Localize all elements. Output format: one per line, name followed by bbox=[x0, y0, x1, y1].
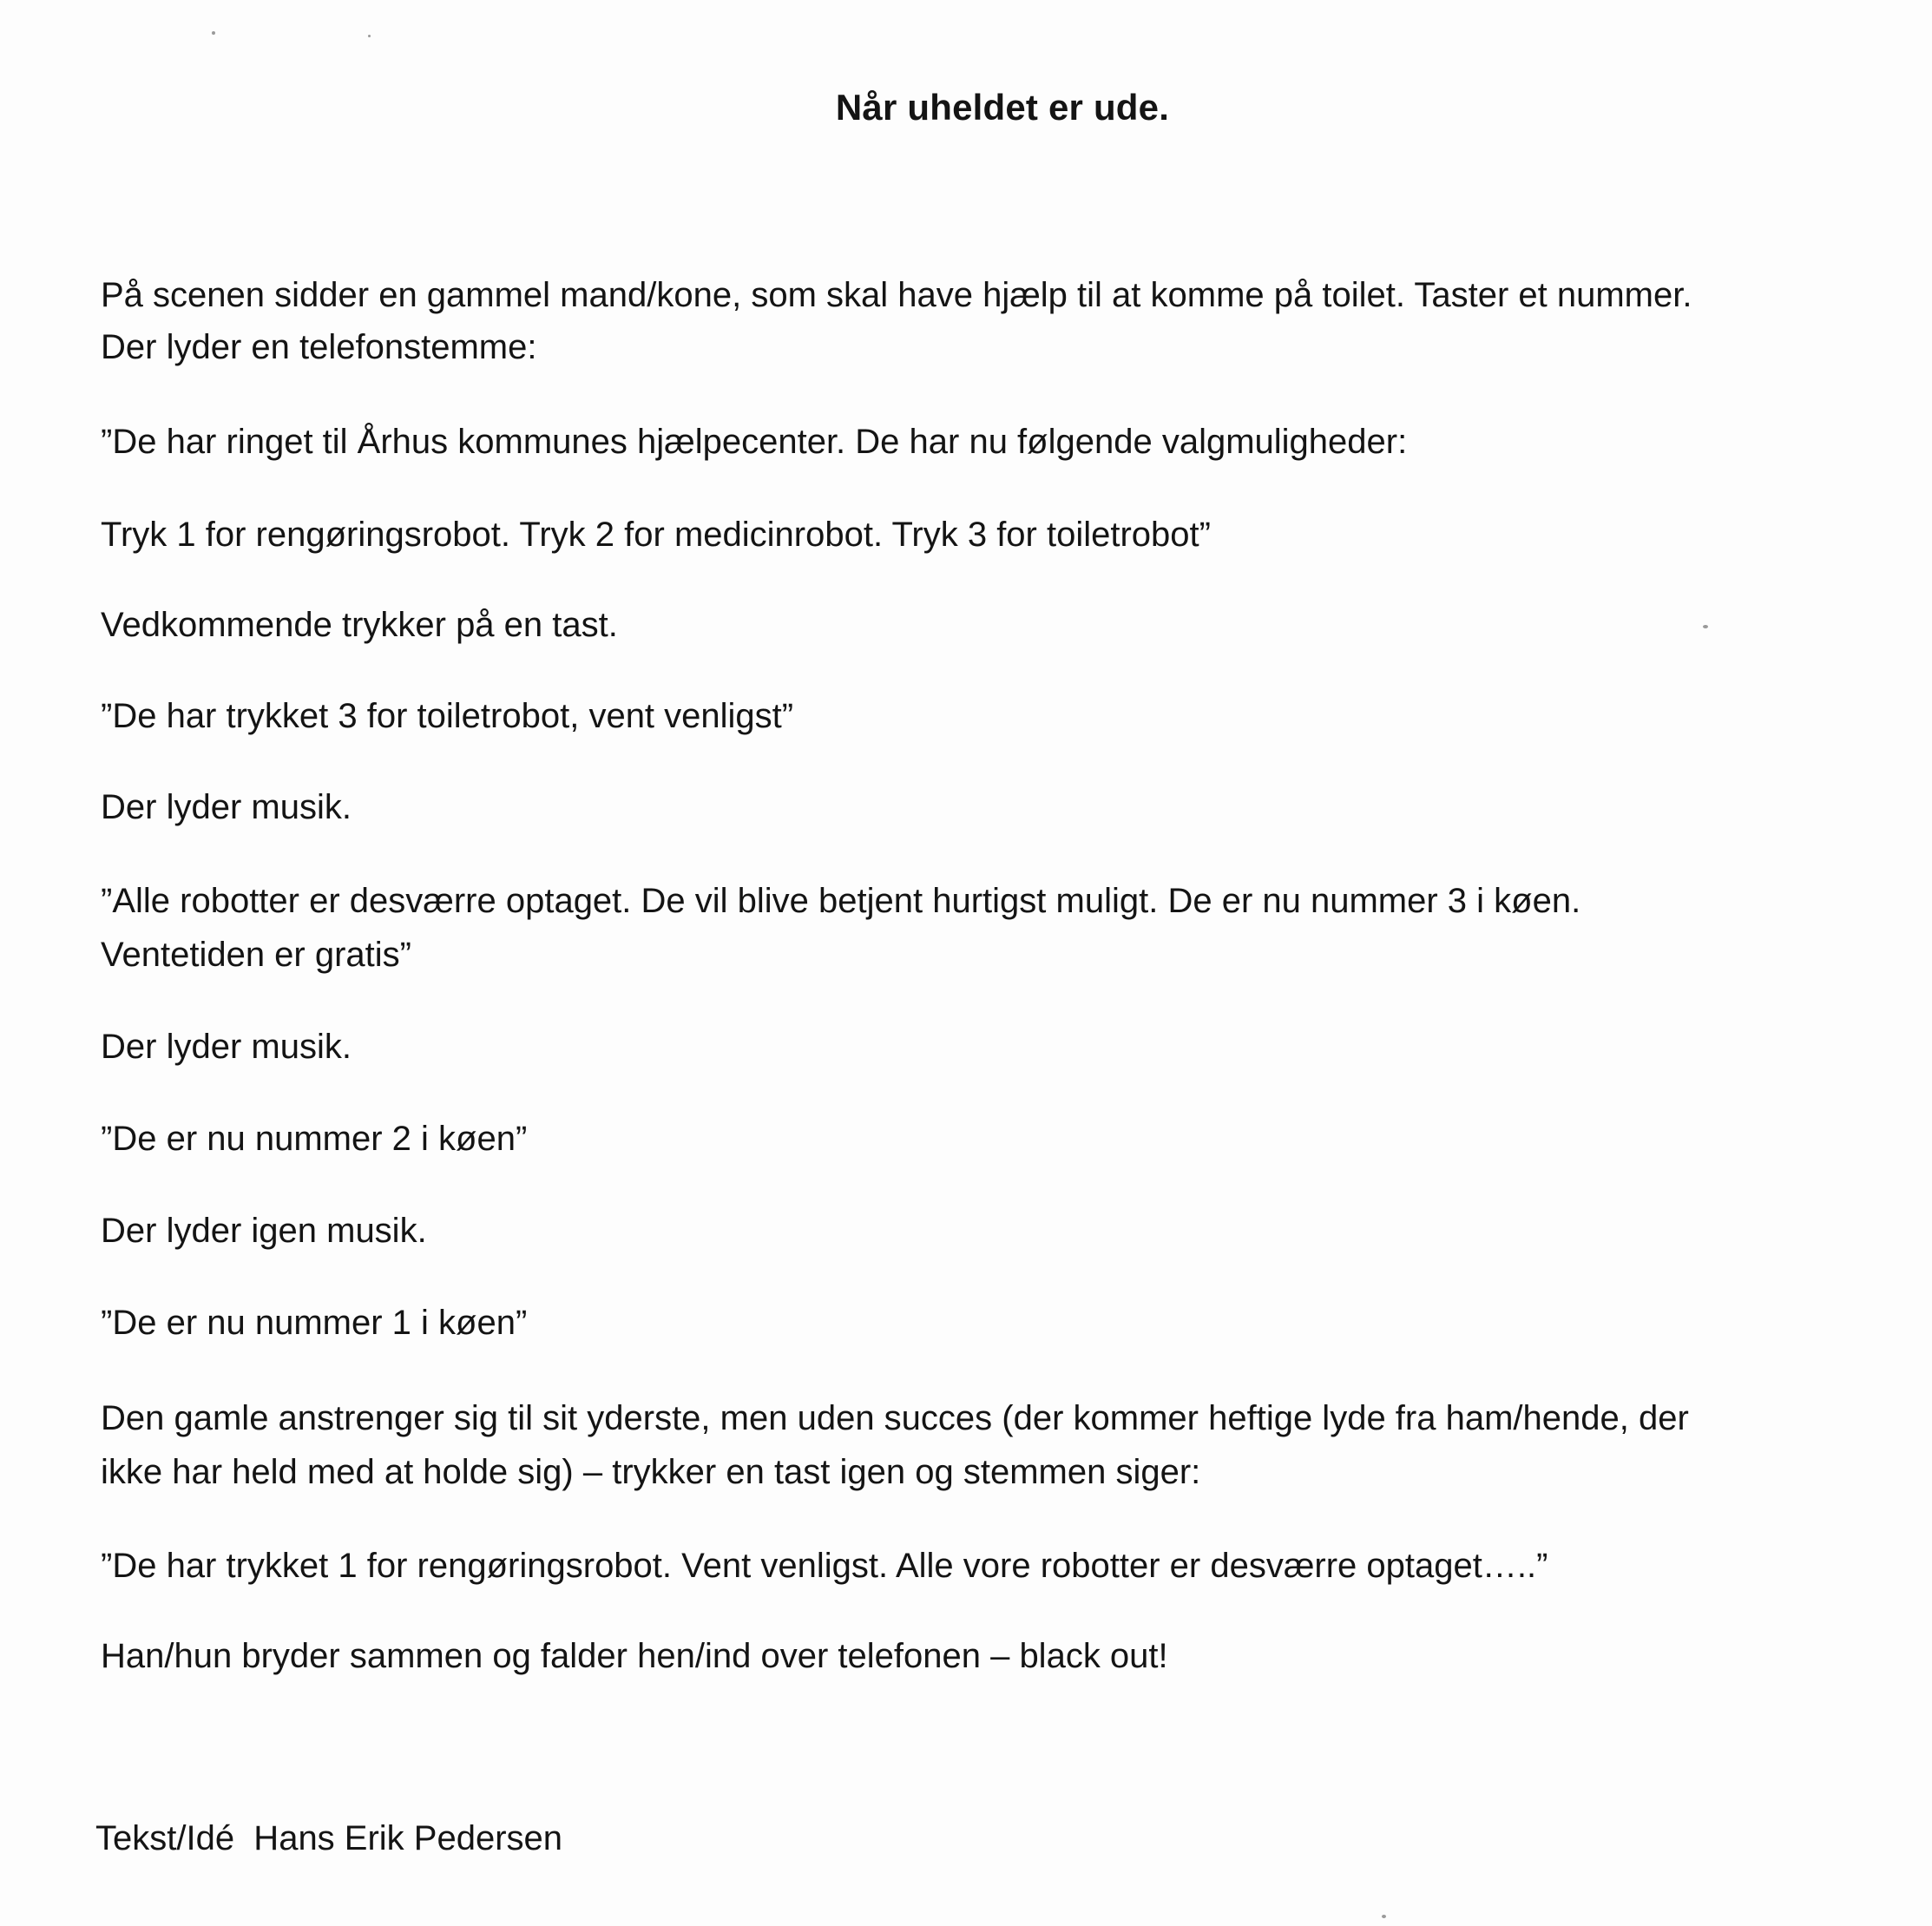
document-title: Når uheldet er ude. bbox=[835, 87, 1170, 128]
phone-voice-queue-3-line-1: ”Alle robotter er desværre optaget. De vil blive betjent hurtigst muligt. De er nu nummer 3 i køen. bbox=[101, 882, 1581, 920]
stage-direction-intro-line-2: Der lyder en telefonstemme: bbox=[101, 328, 537, 366]
stage-direction-music-3: Der lyder igen musik. bbox=[101, 1212, 427, 1250]
stage-direction-black-out: Han/hun bryder sammen og falder hen/ind over telefonen – black out! bbox=[101, 1637, 1168, 1675]
stage-direction-intro-line-1: På scenen sidder en gammel mand/kone, som skal have hjælp til at komme på toilet. Taster et nummer. bbox=[101, 276, 1692, 314]
stage-direction-music-1: Der lyder musik. bbox=[101, 788, 352, 826]
author-credit: Tekst/Idé Hans Erik Pedersen bbox=[95, 1819, 563, 1857]
phone-voice-greeting: ”De har ringet til Århus kommunes hjælpecenter. De har nu følgende valgmuligheder: bbox=[101, 423, 1408, 461]
scan-speck bbox=[1382, 1915, 1386, 1918]
phone-voice-queue-1: ”De er nu nummer 1 i køen” bbox=[101, 1304, 528, 1342]
phone-voice-pressed-3: ”De har trykket 3 for toiletrobot, vent venligst” bbox=[101, 697, 794, 735]
phone-voice-pressed-1: ”De har trykket 1 for rengøringsrobot. Vent venligst. Alle vore robotter er desværre optaget…..” bbox=[101, 1547, 1548, 1585]
scan-speck bbox=[1703, 625, 1708, 628]
stage-direction-press-key: Vedkommende trykker på en tast. bbox=[101, 606, 618, 644]
phone-voice-queue-3-line-2: Ventetiden er gratis” bbox=[101, 936, 411, 974]
scan-speck bbox=[368, 35, 371, 37]
scan-speck bbox=[212, 31, 215, 35]
phone-voice-options: Tryk 1 for rengøringsrobot. Tryk 2 for medicinrobot. Tryk 3 for toiletrobot” bbox=[101, 516, 1211, 554]
stage-direction-music-2: Der lyder musik. bbox=[101, 1028, 352, 1066]
stage-direction-struggle-line-2: ikke har held med at holde sig) – trykker en tast igen og stemmen siger: bbox=[101, 1453, 1201, 1491]
stage-direction-struggle-line-1: Den gamle anstrenger sig til sit yderste, men uden succes (der kommer heftige lyde fra ham/hende, der bbox=[101, 1399, 1689, 1437]
phone-voice-queue-2: ”De er nu nummer 2 i køen” bbox=[101, 1120, 528, 1158]
